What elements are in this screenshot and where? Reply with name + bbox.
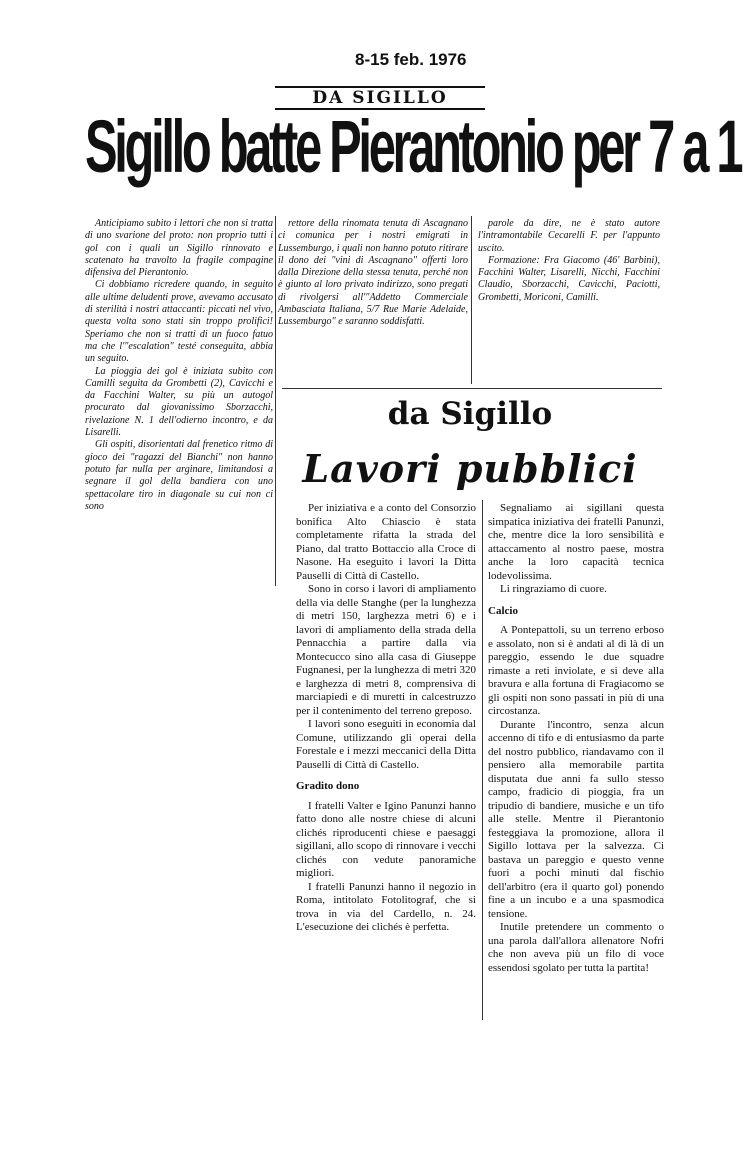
paragraph: Sono in corso i lavori di ampliamento della via delle Stanghe (per la lunghezza di metri 150, larghezza metri 6) e i lavori di ampliamento della strada della Pennacchia a partire dalla via Montecucco sino alla casa di Giuseppe Fugnanesi, per la lunghezza di metri 320 e larghezza di metri 8, comprensiva di marciapiedi e di muretti in calcestruzzo per il contenimento del terreno greposo. xyxy=(296,583,476,717)
article2-kicker: da Sigillo xyxy=(387,396,553,432)
paragraph: Segnaliamo ai sigillani questa simpatica iniziativa dei fratelli Panunzi, che, mentre dice la loro sensibilità e attaccamento al nostro paese, mostra anche la loro capacità tecnica lodevolissima. xyxy=(488,502,664,582)
paragraph: La pioggia dei gol è iniziata subito con Camilli seguita da Grombetti (2), Cavicchi e da Facchini Walter, su più un autogol procurato dal giovanissimo Sborzacchi, rivelazione N. 1 dell'odierno incontro, e da Lisarelli. xyxy=(85,365,273,439)
paragraph: I fratelli Panunzi hanno il negozio in Roma, intitolato Fotolitograf, che si trova in via del Cardello, n. 24. L'esecuzione dei clichés è perfetta. xyxy=(296,880,476,933)
column-divider xyxy=(482,500,483,1020)
paragraph: Li ringraziamo di cuore. xyxy=(500,583,607,595)
paragraph: I lavori sono eseguiti in economia dal Comune, utilizzando gli operai della Forestale e i mezzi meccanici della Ditta Pauselli di Città di Castello. xyxy=(296,718,476,771)
column-divider xyxy=(471,216,472,384)
paragraph: rettore della rinomata tenuta di Ascagnano ci comunica per i nostri emigrati in Lussemburgo, i quali non hanno potuto ritirare il dono dei "vini di Ascagnano" offerti loro dalla Direzione della stessa tenuta, perché non è giunto al loro privato indirizzo, sono pregati di rivolgersi all'"Addetto Commerciale Ambasciata Italiana, 5/7 Rue Marie Adelaide, Lussemburgo" e saranno soddisfatti. xyxy=(278,218,468,328)
article2-title: Lavori pubblici xyxy=(302,446,638,491)
paragraph: I fratelli Valter e Igino Panunzi hanno fatto dono alle nostre chiese di alcuni clichés riproducenti chiese e paesaggi sigillani, allo scopo di rinnovare i vecchi clichés con vedute panoramiche migliori. xyxy=(296,799,476,879)
article-separator xyxy=(282,388,662,389)
paragraph: Durante l'incontro, senza alcun accenno di tifo e di entusiasmo da parte del nostro pubblico, riandavamo con il pensiero alla memorabile partita disputata due anni fa sullo stesso campo, fradicio di pioggia, fra un tripudio di bandiere, musiche e un tifo alle stelle. Mentre il Pierantonio festeggiava la promozione, allora il Sigillo lottava per la salvezza. Ci bastava un pareggio e questo venne fuori a pochi minuti dal fischio dell'arbitro (era il quarto gol) ponendo fine a un incubo e a una spasmodica tensione. xyxy=(488,718,664,920)
article1-kicker: DA SIGILLO xyxy=(312,88,448,108)
paragraph: Per iniziativa e a conto del Consorzio bonifica Alto Chiascio è stata completamente rifatta la strada del Piano, dal tratto Bottaccio alla Croce di Nasone. Ha eseguito i lavori la Ditta Pauselli di Città di Castello. xyxy=(296,502,476,582)
subheading-gradito-dono: Gradito dono xyxy=(296,780,360,792)
paragraph: Inutile pretendere un commento o una parola dall'allora allenatore Nofri che non aveva più un filo di voce essendosi sgolato per tutta la partita! xyxy=(488,921,664,974)
paragraph: parole da dire, ne è stato autore l'intramontabile Cecarelli F. per l'appunto uscito. xyxy=(478,218,660,254)
article1-column-1 xyxy=(85,218,273,513)
paragraph: Gli ospiti, disorientati dal frenetico ritmo di gioco dei "ragazzi del Bianchi" non hanno potuto far nulla per arginare, limitandosi a segnare il gol della bandiera con uno spettacolare tiro in diagonale su cui non ci sono xyxy=(85,439,273,512)
article1-column-2 xyxy=(278,218,468,329)
paragraph: Ci dobbiamo ricredere quando, in seguito alle ultime deludenti prove, avevamo accusato di sterilità i nostri attaccanti: piccati nel vivo, questa volta sono stati sin troppo prolifici! Speriamo che non si tratti di un fuoco fatuo ma che l'"escalation" testé conseguita, abbia un seguito. xyxy=(85,279,273,365)
paragraph: A Pontepattoli, su un terreno erboso e assolato, non si è andati al di là di un pareggio, essendo le due squadre rimaste a reti inviolate, e si deve alla bravura e alla fortuna di Fragiacomo se gli ospiti non sono passati in più di una circostanza. xyxy=(488,624,664,717)
article1-headline xyxy=(85,104,741,190)
clipping-date: 8-15 feb. 1976 xyxy=(355,50,467,69)
paragraph: Formazione: Fra Giacomo (46' Barbini), Facchini Walter, Lisarelli, Nicchi, Facchini Claudio, Sborzacchi, Cavicchi, Paciotti, Grombetti, Moriconi, Camilli. xyxy=(478,254,660,303)
column-divider xyxy=(275,216,276,586)
paragraph: Anticipiamo subito i lettori che non si tratta di uno svarione del proto: non proprio tutti i gol con i quali un Sigillo rinnovato e scatenato ha travolto la fragile compagine difensiva del Pierantonio. xyxy=(85,218,273,279)
article2-column-2 xyxy=(488,502,664,975)
article2-column-1 xyxy=(296,502,476,935)
subheading-calcio: Calcio xyxy=(488,604,518,617)
article1-column-3 xyxy=(478,218,660,304)
article1-headline-text: Sigillo batte Pierantonio per 7 a 1 xyxy=(85,105,741,188)
